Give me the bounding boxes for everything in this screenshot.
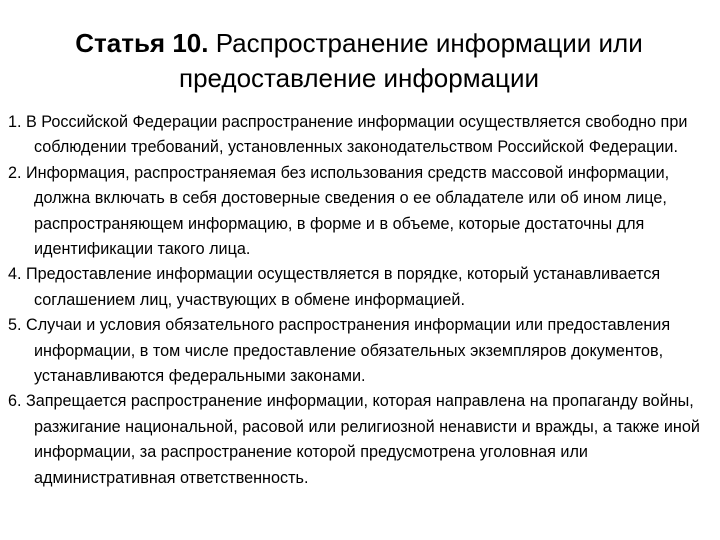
article-number: Статья 10.: [75, 28, 209, 58]
clause-6: 6. Запрещается распространение информации, которая направлена на пропаганду войны, разжигание национальной, расовой или религиозной ненависти и вражды, а также иной информации, за распространение которой предусмотрена уголовная или административная ответственность.: [8, 392, 700, 487]
clause-4: 4. Предоставление информации осуществляется в порядке, который устанавливается соглашением лиц, участвующих в обмене информацией.: [8, 265, 661, 309]
clause-5: 5. Случаи и условия обязательного распространения информации или предоставления информации, в том числе предоставление обязательных экземпляров документов, устанавливаются федеральными законами.: [8, 316, 671, 386]
clause-1: 1. В Российской Федерации распространение информации осуществляется свободно при соблюдении требований, установленных законодательством Российской Федерации.: [8, 113, 688, 157]
article-clauses: [8, 110, 710, 491]
article-heading: Распространение информации или предоставление информации: [178, 28, 643, 93]
clause-2: 2. Информация, распространяемая без использования средств массовой информации, должна включать в себя достоверные сведения о ее обладателе или об ином лице, распространяющем информацию, в форме и в объеме, которые достаточны для идентификации такого лица.: [8, 163, 670, 259]
slide-title: [8, 26, 710, 96]
